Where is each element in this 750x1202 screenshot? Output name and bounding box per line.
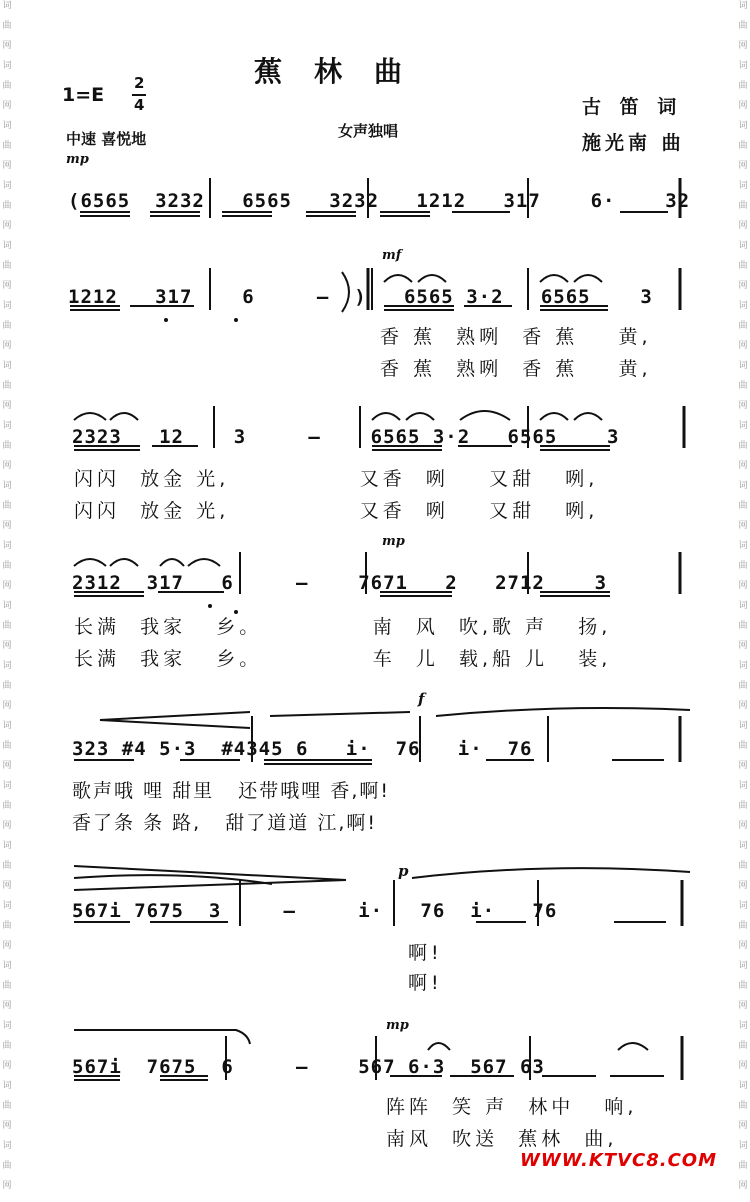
side-mark-char: 网: [738, 881, 748, 891]
side-mark-char: 曲: [2, 741, 12, 751]
row-6-notes: 567i 7675 6 – 567 6·3 567 63: [72, 1056, 545, 1078]
row-5-lyrics-1: 啊!: [408, 942, 443, 964]
side-mark-char: 网: [738, 1001, 748, 1011]
side-mark-char: 网: [738, 461, 748, 471]
side-mark-char: 词: [2, 361, 12, 371]
side-mark-char: 词: [738, 721, 748, 731]
time-sig-num: 2: [134, 74, 145, 92]
slur: [74, 413, 106, 420]
row-2-notes: 2323 12 3 – 6565 3·2 6565 3: [72, 426, 620, 448]
row-3-lyrics-2: 长满 我家 乡。 车 儿 载,船 儿 装,: [74, 648, 612, 670]
row-5-notes: 567i 7675 3 – i· 76 i· 76: [72, 900, 558, 922]
row-3-lyrics-1: 长满 我家 乡。 南 风 吹,歌 声 扬,: [74, 616, 612, 638]
side-mark-char: 曲: [2, 921, 12, 931]
side-mark-char: 曲: [2, 21, 12, 31]
side-mark-char: 词: [2, 241, 12, 251]
row-1-notes: 1212 317 6 – ) 6565 3·2 6565 3: [68, 286, 653, 308]
side-mark-char: 词: [738, 901, 748, 911]
side-mark-char: 曲: [738, 1101, 748, 1111]
side-mark-char: 网: [2, 1181, 12, 1191]
side-mark-char: 网: [2, 161, 12, 171]
side-mark-char: 曲: [2, 501, 12, 511]
side-mark-char: 词: [738, 121, 748, 131]
side-mark-char: 词: [2, 1081, 12, 1091]
slur: [428, 1043, 450, 1050]
octave-dot: [164, 318, 168, 322]
side-mark-char: 词: [2, 1, 12, 11]
side-mark-char: 网: [2, 821, 12, 831]
side-mark-char: 曲: [2, 1161, 12, 1171]
side-mark-char: 网: [2, 881, 12, 891]
side-mark-char: 词: [2, 301, 12, 311]
side-mark-char: 网: [2, 281, 12, 291]
side-mark-char: 网: [2, 341, 12, 351]
side-mark-char: 网: [2, 461, 12, 471]
tempo-marking: 中速 喜悦地: [66, 130, 147, 148]
side-mark-char: 曲: [738, 801, 748, 811]
side-mark-char: 词: [738, 1, 748, 11]
dynamic-mp: mp: [66, 152, 89, 167]
crescendo-hairpin: [100, 712, 250, 728]
side-mark-char: 词: [2, 781, 12, 791]
side-mark-char: 网: [738, 641, 748, 651]
side-mark-char: 曲: [738, 21, 748, 31]
side-mark-char: 词: [738, 541, 748, 551]
slur: [618, 1043, 648, 1050]
side-mark-char: 曲: [2, 801, 12, 811]
side-mark-char: 网: [738, 341, 748, 351]
side-mark-char: 曲: [738, 1041, 748, 1051]
side-mark-char: 词: [2, 61, 12, 71]
row-1-lyrics-1: 香 蕉 熟咧 香 蕉 黄,: [380, 326, 652, 348]
side-mark-char: 网: [738, 581, 748, 591]
side-mark-char: 词: [2, 421, 12, 431]
octave-dot: [234, 610, 238, 614]
side-mark-char: 曲: [738, 1161, 748, 1171]
row-2-lyrics-2: 闪闪 放金 光, 又香 咧 又甜 咧,: [74, 500, 599, 522]
row-3-notes: 2312 317 6 – 7671 2 2712 3: [72, 572, 608, 594]
slur: [418, 275, 446, 282]
slur: [412, 868, 690, 878]
side-mark-char: 网: [738, 521, 748, 531]
side-mark-char: 词: [738, 781, 748, 791]
side-mark-char: 网: [2, 701, 12, 711]
side-mark-char: 网: [2, 1001, 12, 1011]
side-mark-char: 网: [738, 941, 748, 951]
side-mark-char: 曲: [738, 741, 748, 751]
row-0-notes: (6565 3232 6565 3232 1212 317 6· 32: [68, 190, 691, 212]
lyricist-credit: 古 笛 词: [582, 96, 683, 118]
side-mark-char: 词: [2, 1021, 12, 1031]
side-mark-char: 网: [2, 521, 12, 531]
slur: [74, 559, 106, 566]
side-mark-char: 词: [738, 181, 748, 191]
side-mark-char: 曲: [2, 81, 12, 91]
side-mark-char: 曲: [738, 981, 748, 991]
slur: [372, 413, 400, 420]
side-mark-char: 曲: [2, 441, 12, 451]
side-mark-char: 曲: [2, 681, 12, 691]
side-mark-char: 网: [738, 401, 748, 411]
row-4-lyrics-1: 歌声哦 哩 甜里 还带哦哩 香,啊!: [72, 780, 390, 802]
row-6-lyrics-2: 南风 吹送 蕉林 曲,: [386, 1128, 618, 1150]
song-title: 蕉林曲: [254, 55, 435, 88]
side-mark-char: 词: [2, 181, 12, 191]
side-mark-char: 词: [2, 481, 12, 491]
row-4-notes: 323 #4 5·3 #4345 6 i· 76 i· 76: [72, 738, 533, 760]
slur: [74, 1030, 250, 1044]
side-mark-char: 网: [2, 101, 12, 111]
side-mark-char: 曲: [2, 1041, 12, 1051]
site-watermark: WWW.KTVC8.COM: [520, 1150, 717, 1171]
side-mark-char: 词: [738, 481, 748, 491]
side-mark-char: 词: [2, 961, 12, 971]
side-mark-char: 网: [2, 41, 12, 51]
side-mark-char: 网: [2, 761, 12, 771]
side-mark-char: 词: [738, 421, 748, 431]
side-mark-char: 曲: [2, 861, 12, 871]
row-2-lyrics-1: 闪闪 放金 光, 又香 咧 又甜 咧,: [74, 468, 599, 490]
slur: [188, 559, 220, 566]
side-mark-char: 词: [2, 841, 12, 851]
side-mark-char: 曲: [2, 321, 12, 331]
octave-dot: [234, 318, 238, 322]
side-mark-char: 网: [738, 1121, 748, 1131]
side-mark-char: 曲: [738, 321, 748, 331]
side-mark-char: 网: [2, 221, 12, 231]
slur: [460, 411, 510, 420]
slur: [406, 413, 434, 420]
side-mark-char: 网: [738, 1181, 748, 1191]
side-mark-char: 曲: [738, 261, 748, 271]
side-mark-char: 词: [2, 661, 12, 671]
side-mark-char: 曲: [2, 381, 12, 391]
side-mark-char: 网: [738, 41, 748, 51]
side-mark-char: 曲: [738, 81, 748, 91]
composer-credit: 施光南 曲: [582, 132, 685, 154]
side-mark-char: 曲: [738, 141, 748, 151]
side-mark-char: 网: [2, 581, 12, 591]
slur: [110, 413, 138, 420]
side-mark-char: 网: [738, 1061, 748, 1071]
slur: [540, 413, 568, 420]
side-mark-char: 网: [2, 1121, 12, 1131]
slur: [574, 413, 602, 420]
side-mark-char: 词: [738, 301, 748, 311]
dynamic-mp-3: mp: [386, 1018, 409, 1033]
side-mark-char: 曲: [738, 201, 748, 211]
side-mark-char: 曲: [2, 141, 12, 151]
side-mark-char: 网: [2, 1061, 12, 1071]
side-mark-char: 词: [2, 541, 12, 551]
dynamic-f: f: [418, 690, 425, 708]
side-mark-char: 曲: [738, 561, 748, 571]
voice-type: 女声独唱: [338, 122, 399, 140]
row-4-lyrics-2: 香了条 条 路, 甜了道道 江,啊!: [72, 812, 378, 834]
dynamic-mf: mf: [382, 248, 402, 263]
side-mark-char: 曲: [738, 381, 748, 391]
side-mark-char: 词: [738, 1141, 748, 1151]
side-mark-char: 曲: [2, 621, 12, 631]
tie-line: [270, 712, 410, 716]
side-mark-char: 词: [2, 601, 12, 611]
side-mark-char: 曲: [738, 441, 748, 451]
key-signature: 1=E: [62, 84, 105, 106]
row-5-lyrics-2: 啊!: [408, 972, 443, 994]
side-mark-char: 网: [2, 641, 12, 651]
side-mark-char: 曲: [738, 681, 748, 691]
side-mark-char: 曲: [738, 921, 748, 931]
side-mark-char: 词: [738, 241, 748, 251]
side-mark-char: 网: [738, 761, 748, 771]
octave-dot: [208, 604, 212, 608]
side-mark-char: 网: [738, 221, 748, 231]
side-mark-char: 词: [738, 361, 748, 371]
side-mark-char: 曲: [2, 1101, 12, 1111]
side-mark-char: 网: [738, 281, 748, 291]
side-mark-char: 网: [738, 101, 748, 111]
side-mark-char: 曲: [2, 981, 12, 991]
side-mark-char: 曲: [738, 621, 748, 631]
dynamic-p: p: [398, 862, 409, 880]
side-mark-char: 网: [2, 401, 12, 411]
dynamic-mp-2: mp: [382, 534, 405, 549]
side-mark-char: 词: [2, 901, 12, 911]
slur: [540, 275, 568, 282]
slur: [74, 875, 272, 884]
row-6-lyrics-1: 阵阵 笑 声 林中 响,: [386, 1096, 638, 1118]
side-mark-char: 网: [2, 941, 12, 951]
side-mark-char: 网: [738, 161, 748, 171]
slur: [574, 275, 602, 282]
side-mark-char: 词: [738, 1021, 748, 1031]
slur: [110, 559, 138, 566]
row-1-lyrics-2: 香 蕉 熟咧 香 蕉 黄,: [380, 358, 652, 380]
slur: [436, 708, 690, 716]
side-mark-char: 网: [738, 701, 748, 711]
side-mark-char: 词: [738, 61, 748, 71]
slur: [384, 275, 412, 282]
side-mark-char: 词: [738, 661, 748, 671]
side-mark-char: 曲: [2, 261, 12, 271]
side-mark-char: 词: [2, 1141, 12, 1151]
side-mark-char: 网: [738, 821, 748, 831]
side-mark-char: 词: [738, 1081, 748, 1091]
side-mark-char: 词: [738, 601, 748, 611]
side-mark-char: 词: [2, 721, 12, 731]
time-sig-den: 4: [134, 96, 145, 114]
repeat-paren: [342, 272, 349, 312]
side-mark-char: 曲: [2, 201, 12, 211]
side-mark-char: 词: [738, 961, 748, 971]
side-mark-char: 曲: [738, 861, 748, 871]
slur: [160, 559, 184, 566]
side-mark-char: 曲: [2, 561, 12, 571]
side-mark-char: 词: [738, 841, 748, 851]
side-mark-char: 曲: [738, 501, 748, 511]
side-mark-char: 词: [2, 121, 12, 131]
